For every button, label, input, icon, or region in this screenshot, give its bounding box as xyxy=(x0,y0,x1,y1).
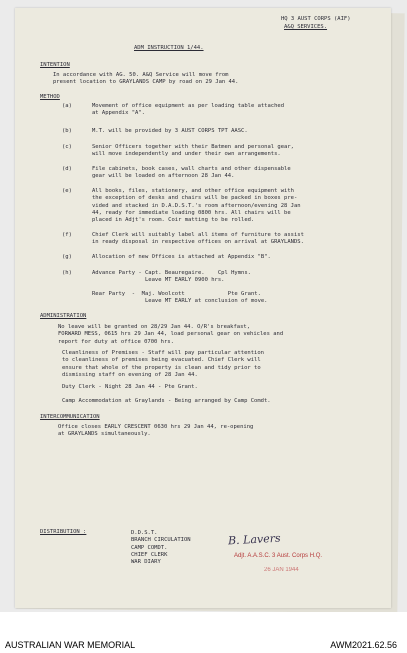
method-item-label: (e) xyxy=(62,188,72,194)
date-stamp: 26 JAN 1944 xyxy=(264,567,299,573)
method-item-text: File cabinets, book cases, wall charts and other dispensable gear will be loaded on afternoon 28 Jan 44. xyxy=(92,166,291,180)
intention-heading: INTENTION xyxy=(40,62,70,68)
method-item-text: Chief Clerk will suitably label all items of furniture to assist in ready disposal in respective offices on arrival at GRAYLANDS. xyxy=(92,232,304,246)
method-item-text: M.T. will be provided by 3 AUST CORPS TPT AASC. xyxy=(92,128,248,134)
cleanliness-text: Cleanliness of Premises - Staff will pay particular attention to cleanliness of premises being evacuated. Chief Clerk will ensure that whole of the property is clean and tidy prior to dismissing staff on evening of 28 Jan 44. xyxy=(62,350,264,378)
method-item-label: (g) xyxy=(62,254,72,260)
administration-heading: ADMINISTRATION xyxy=(40,313,87,319)
method-item-text: Advance Party - Capt. Beauregaire. Cpl Hymns. Leave MT EARLY 0900 hrs. xyxy=(92,270,251,284)
distribution-list: D.D.S.T. BRANCH CIRCULATION CAMP COMDT. CHIEF CLERK WAR DIARY xyxy=(131,530,191,566)
handwritten-signature: B. Lavers xyxy=(227,531,281,548)
intercommunication-text: Office closes EARLY CRESCENT 0630 hrs 29 Jan 44, re-opening at GRAYLANDS simultaneously. xyxy=(58,424,254,438)
method-item-label: (h) xyxy=(62,270,72,276)
accommodation-text: Camp Accommodation at Graylands - Being arranged by Camp Comdt. xyxy=(62,398,271,404)
intention-text: In accordance with AG. 50. A&Q Service will move from present location to GRAYLANDS CAMP by road on 29 Jan 44. xyxy=(53,72,239,86)
method-item-label: (f) xyxy=(62,232,72,238)
footer-institution: AUSTRALIAN WAR MEMORIAL xyxy=(5,640,136,650)
footer-bar xyxy=(0,612,407,653)
rear-party: Rear Party - Maj. Woolcott Pte Grant. Leave MT EARLY at conclusion of move. xyxy=(92,291,268,305)
adjutant-stamp: Adjt. A.A.S.C. 3 Aust. Corps H.Q. xyxy=(234,553,323,559)
method-item-text: Allocation of new Offices is attached at Appendix "B". xyxy=(92,254,271,260)
method-item-text: Movement of office equipment as per loading table attached at Appendix "A". xyxy=(92,103,285,117)
administration-text: No leave will be granted on 28/29 Jan 44. O/R's breakfast, FORWARD MESS, 0615 hrs 29 Jan 44, load personal gear on vehicles and report for duty at office 0700 hrs. xyxy=(58,324,284,345)
header-section: A&Q SERVICES. xyxy=(284,24,328,30)
header-unit: HQ 3 AUST CORPS (AIF) xyxy=(281,16,351,22)
method-item-label: (c) xyxy=(62,144,72,150)
distribution-heading: DISTRIBUTION : xyxy=(40,529,87,535)
duty-clerk-text: Duty Clerk - Night 28 Jan 44 - Pte Grant. xyxy=(62,384,198,390)
method-item-text: All books, files, stationery, and other office equipment with the exception of desks and chairs will be packed in boxes pre- vided and stacked in D.A.D.S.T.'s room afternoon/evening 28 Jan 44, ready for immediate loading 0800 hrs. All chairs will be placed in Adjt's room. Coir matting to be rolled. xyxy=(92,188,301,224)
footer-accession-number: AWM2021.62.56 xyxy=(330,640,397,650)
intercommunication-heading: INTERCOMMUNICATION xyxy=(40,414,100,420)
document-title: ADM INSTRUCTION 1/44. xyxy=(134,45,204,51)
method-item-text: Senior Officers together with their Batmen and personal gear, will move independently and under their own arrangements. xyxy=(92,144,294,158)
method-item-label: (d) xyxy=(62,166,72,172)
document-page xyxy=(15,8,391,608)
method-heading: METHOD xyxy=(40,94,60,100)
method-item-label: (a) xyxy=(62,103,72,109)
method-item-label: (b) xyxy=(62,128,72,134)
